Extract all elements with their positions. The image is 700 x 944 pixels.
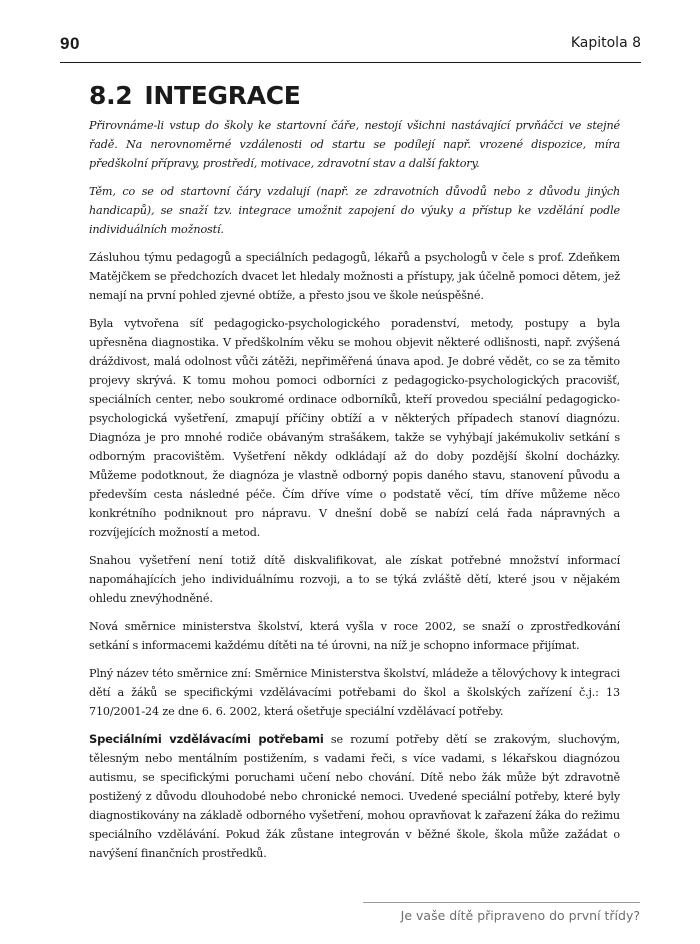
page-footer (363, 902, 640, 925)
page-content (89, 82, 620, 872)
chapter-running-head: Kapitola 8 (570, 35, 641, 51)
body-paragraph-4: Nová směrnice ministerstva školství, která vyšla v roce 2002, se snaží o zprostředkování setkání s informacemi každému dítěti na té úrovni, na níž je schopno informace přijímat. (89, 619, 620, 652)
section-heading (89, 82, 620, 110)
key-term: Speciálními vzdělávacími potřebami (89, 731, 324, 746)
section-number: 8.2 (89, 81, 133, 110)
page-header (60, 28, 641, 63)
lead-paragraph-2: Těm, co se od startovní čáry vzdalují (např. ze zdravotních důvodů nebo z důvodu jiných handicapů), se snaží tzv. integrace umožnit zapojení do výuky a přístup ke vzdělání podle individuálních možností. (89, 184, 620, 236)
section-title: INTEGRACE (144, 81, 301, 110)
body-paragraph-5: Plný název této směrnice zní: Směrnice Ministerstva školství, mládeže a tělovýchovy k integraci dětí a žáků se specifickými vzdělávacími potřebami do škol a školských zařízení č.j.: 13 710/2001-24 ze dne 6. 6. 2002, která ošetřuje speciální vzdělávací potřeby. (89, 666, 620, 718)
lead-paragraph-1: Přirovnáme-li vstup do školy ke startovní čáře, nestojí všichni nastávající prvňáčci ve stejné řadě. Na nerovnoměrné vzdálenosti od startu se podílejí např. vrozené dispozice, míra předškolní přípravy, prostředí, motivace, zdravotní stav a další faktory. (89, 118, 620, 170)
book-title-footer: Je vaše dítě připraveno do první třídy? (400, 908, 640, 923)
body-paragraph-1: Zásluhou týmu pedagogů a speciálních pedagogů, lékařů a psychologů v čele s prof. Zdeňkem Matějčkem se předchozích dvacet let hledaly možnosti a přístupy, jak účelně pomoci dětem, jež nemají na první pohled zjevné obtíže, a přesto jsou ve škole neúspěšné. (89, 250, 620, 302)
body-paragraph-6 (89, 730, 620, 863)
page-number: 90 (60, 34, 80, 53)
key-term-definition: se rozumí potřeby dětí se zrakovým, sluchovým, tělesným nebo mentálním postižením, s vadami řeči, s více vadami, s lékařskou diagnózou autismu, se specifickými poruchami učení nebo chování. Dítě nebo žák může být zdravotně postižený z důvodu dlouhodobé nebo chronické nemoci. Uvedené speciální potřeby, které byly diagnostikovány na základě odborného vyšetření, mohou opravňovat k zařazení žáka do režimu speciálního vzdělávání. Pokud žák zůstane integrován v běžné škole, škola může zažádat o navýšení finančních prostředků. (89, 732, 620, 860)
body-paragraph-3: Snahou vyšetření není totiž dítě diskvalifikovat, ale získat potřebné množství informací napomáhajících jeho individuálnímu rozvoji, a to se týká zvláště dětí, které jsou v nějakém ohledu znevýhodněné. (89, 553, 620, 605)
body-paragraph-2: Byla vytvořena síť pedagogicko-psychologického poradenství, metody, postupy a byla upřesněna diagnostika. V předškolním věku se mohou objevit některé odlišnosti, např. zvýšená dráždivost, malá odolnost vůči zátěži, nepřiměřená únava apod. Je dobré vědět, co se za těmito projevy skrývá. K tomu mohou pomoci odborníci z pedagogicko-psychologických pracovišť, speciálních center, nebo soukromé ordinace odborníků, kteří provedou speciální pedagogicko-psychologická vyšetření, zmapují příčiny obtíží a v některých případech stanoví diagnózu. Diagnóza je pro mnohé rodiče obávaným strašákem, takže se vyhýbají jakémukoliv setkání s odborným pracovištěm. Vyšetření někdy odkládají až do doby pozdější školní docházky. Můžeme podotknout, že diagnóza je vlastně odborný popis daného stavu, stanovení původu a především cesta následné péče. Čím dříve víme o podstatě věcí, tím dříve můžeme něco konkrétního podniknout pro nápravu. V dnešní době se nabízí celá řada nápravných a rozvíjejících možností a metod. (89, 316, 620, 539)
